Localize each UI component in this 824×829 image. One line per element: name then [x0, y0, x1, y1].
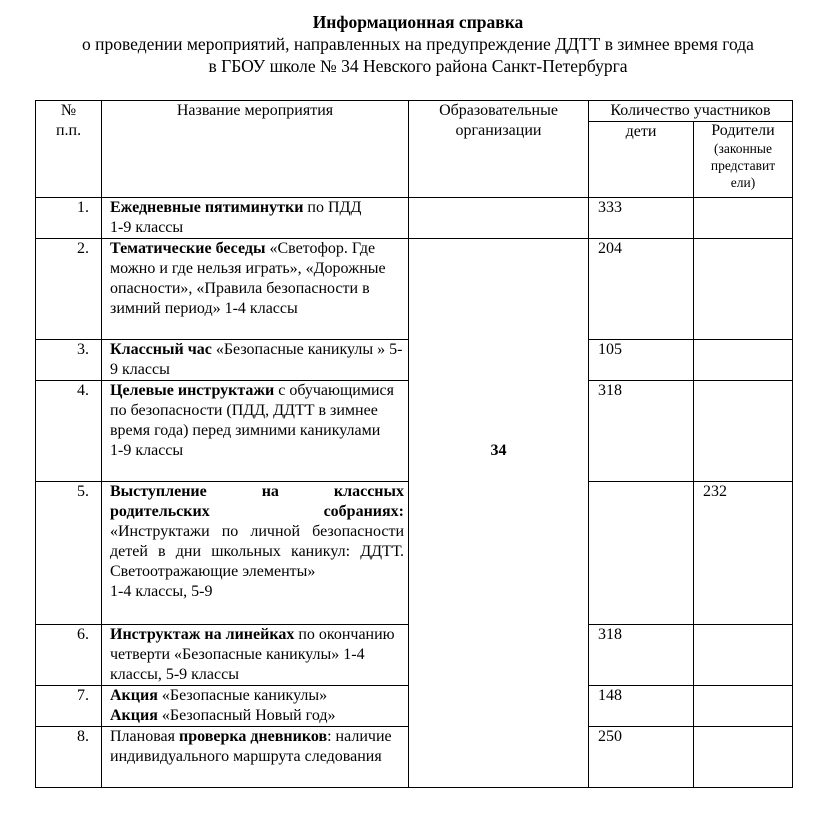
event-classes: 1-9 классы: [110, 442, 184, 459]
row-children-count: 204: [589, 239, 694, 340]
header-parents: [694, 122, 793, 198]
event-prefix: Плановая: [110, 728, 180, 745]
header-number: [36, 101, 102, 198]
event-text: «Безопасные каникулы»: [157, 687, 328, 704]
header-parents-line-2: (законные: [714, 141, 772, 156]
row-number: 4.: [36, 381, 102, 482]
row-parents-count: [694, 198, 793, 239]
row-parents-count: [694, 727, 793, 788]
row-event: [102, 482, 409, 625]
header-event-name: Название мероприятия: [102, 101, 409, 198]
events-table: [35, 100, 793, 788]
row-children-count: 333: [589, 198, 694, 239]
document-header: [0, 11, 824, 77]
header-organizations-line-1: Образовательные: [439, 102, 558, 119]
row-number: 6.: [36, 625, 102, 686]
row-number: 7.: [36, 686, 102, 727]
row-event: [102, 686, 409, 727]
row-children-count: 318: [589, 381, 694, 482]
table-row: [36, 239, 793, 340]
row-event: [102, 239, 409, 340]
event-bold: Классный час: [110, 341, 212, 358]
document-subtitle-line-1: о проведении мероприятий, направленных на предупреждение ДДТТ в зимнее время года: [82, 34, 754, 54]
event-text: «Светофор. Где можно и где нельзя играть», «Дорожные опасности», «Правила безопасности в зимний период» 1-4 классы: [110, 240, 386, 317]
row-event: [102, 340, 409, 381]
event-text: «Безопасные каникулы » 5-9 классы: [110, 341, 403, 378]
header-organizations: [409, 101, 589, 198]
event-bold: Целевые инструктажи: [110, 382, 275, 399]
event-bold: Ежедневные пятиминутки: [110, 199, 304, 216]
row-number: 5.: [36, 482, 102, 625]
event-bold: Инструктаж на линейках: [110, 626, 295, 643]
event-bold-line-1: Выступление на классных: [110, 483, 404, 500]
event-text-2: «Безопасный Новый год»: [157, 707, 336, 724]
row-parents-count: 232: [694, 482, 793, 625]
row-children-count: [589, 482, 694, 625]
event-classes: 1-9 классы: [110, 219, 184, 236]
event-bold: проверка дневников: [179, 728, 328, 745]
organization-cell: [409, 239, 589, 788]
header-number-abbr: п.п.: [55, 122, 82, 139]
row-parents-count: [694, 239, 793, 340]
event-text: «Инструктажи по личной безопасности детей в дни школьных каникул: ДДТТ. Светоотражающие элементы»: [110, 523, 404, 580]
row-event: [102, 198, 409, 239]
row-number: 3.: [36, 340, 102, 381]
table-row: [36, 198, 793, 239]
event-bold: Акция: [110, 687, 158, 704]
header-parents-line-1: Родители: [711, 122, 775, 139]
header-parents-line-4: ели): [730, 175, 756, 190]
header-children: дети: [589, 122, 694, 198]
event-text: : наличие индивидуального маршрута следования: [110, 728, 392, 765]
header-parents-line-3: представит: [710, 158, 776, 173]
row-children-count: 318: [589, 625, 694, 686]
event-bold: Тематические беседы: [110, 240, 266, 257]
row-children-count: 148: [589, 686, 694, 727]
header-participants: Количество участников: [589, 101, 793, 122]
event-bold-line-2: родительских собраниях:: [110, 503, 404, 520]
event-text: с обучающимися по безопасности (ПДД, ДДТТ в зимнее время года) перед зимними каникулами: [110, 382, 394, 439]
organization-number: 34: [490, 442, 507, 459]
row-event: [102, 727, 409, 788]
header-organizations-line-2: организации: [455, 122, 542, 139]
row-parents-count: [694, 686, 793, 727]
row-number: 8.: [36, 727, 102, 788]
row-event: [102, 625, 409, 686]
row-number: 1.: [36, 198, 102, 239]
row-number: 2.: [36, 239, 102, 340]
row-children-count: 250: [589, 727, 694, 788]
event-text: по окончанию четверти «Безопасные каникулы» 1-4 классы, 5-9 классы: [110, 626, 395, 683]
row-parents-count: [694, 381, 793, 482]
event-text: по ПДД: [303, 199, 362, 216]
row-parents-count: [694, 625, 793, 686]
header-number-symbol: №: [60, 102, 77, 119]
row-event: [102, 381, 409, 482]
row-children-count: 105: [589, 340, 694, 381]
document-subtitle-line-2: в ГБОУ школе № 34 Невского района Санкт-Петербурга: [208, 56, 628, 76]
row-organization-empty: [409, 198, 589, 239]
table-header-row-1: [36, 101, 793, 122]
event-classes: 1-4 классы, 5-9: [110, 583, 213, 600]
row-parents-count: [694, 340, 793, 381]
document-title: Информационная справка: [312, 12, 524, 32]
event-bold-2: Акция: [110, 707, 158, 724]
